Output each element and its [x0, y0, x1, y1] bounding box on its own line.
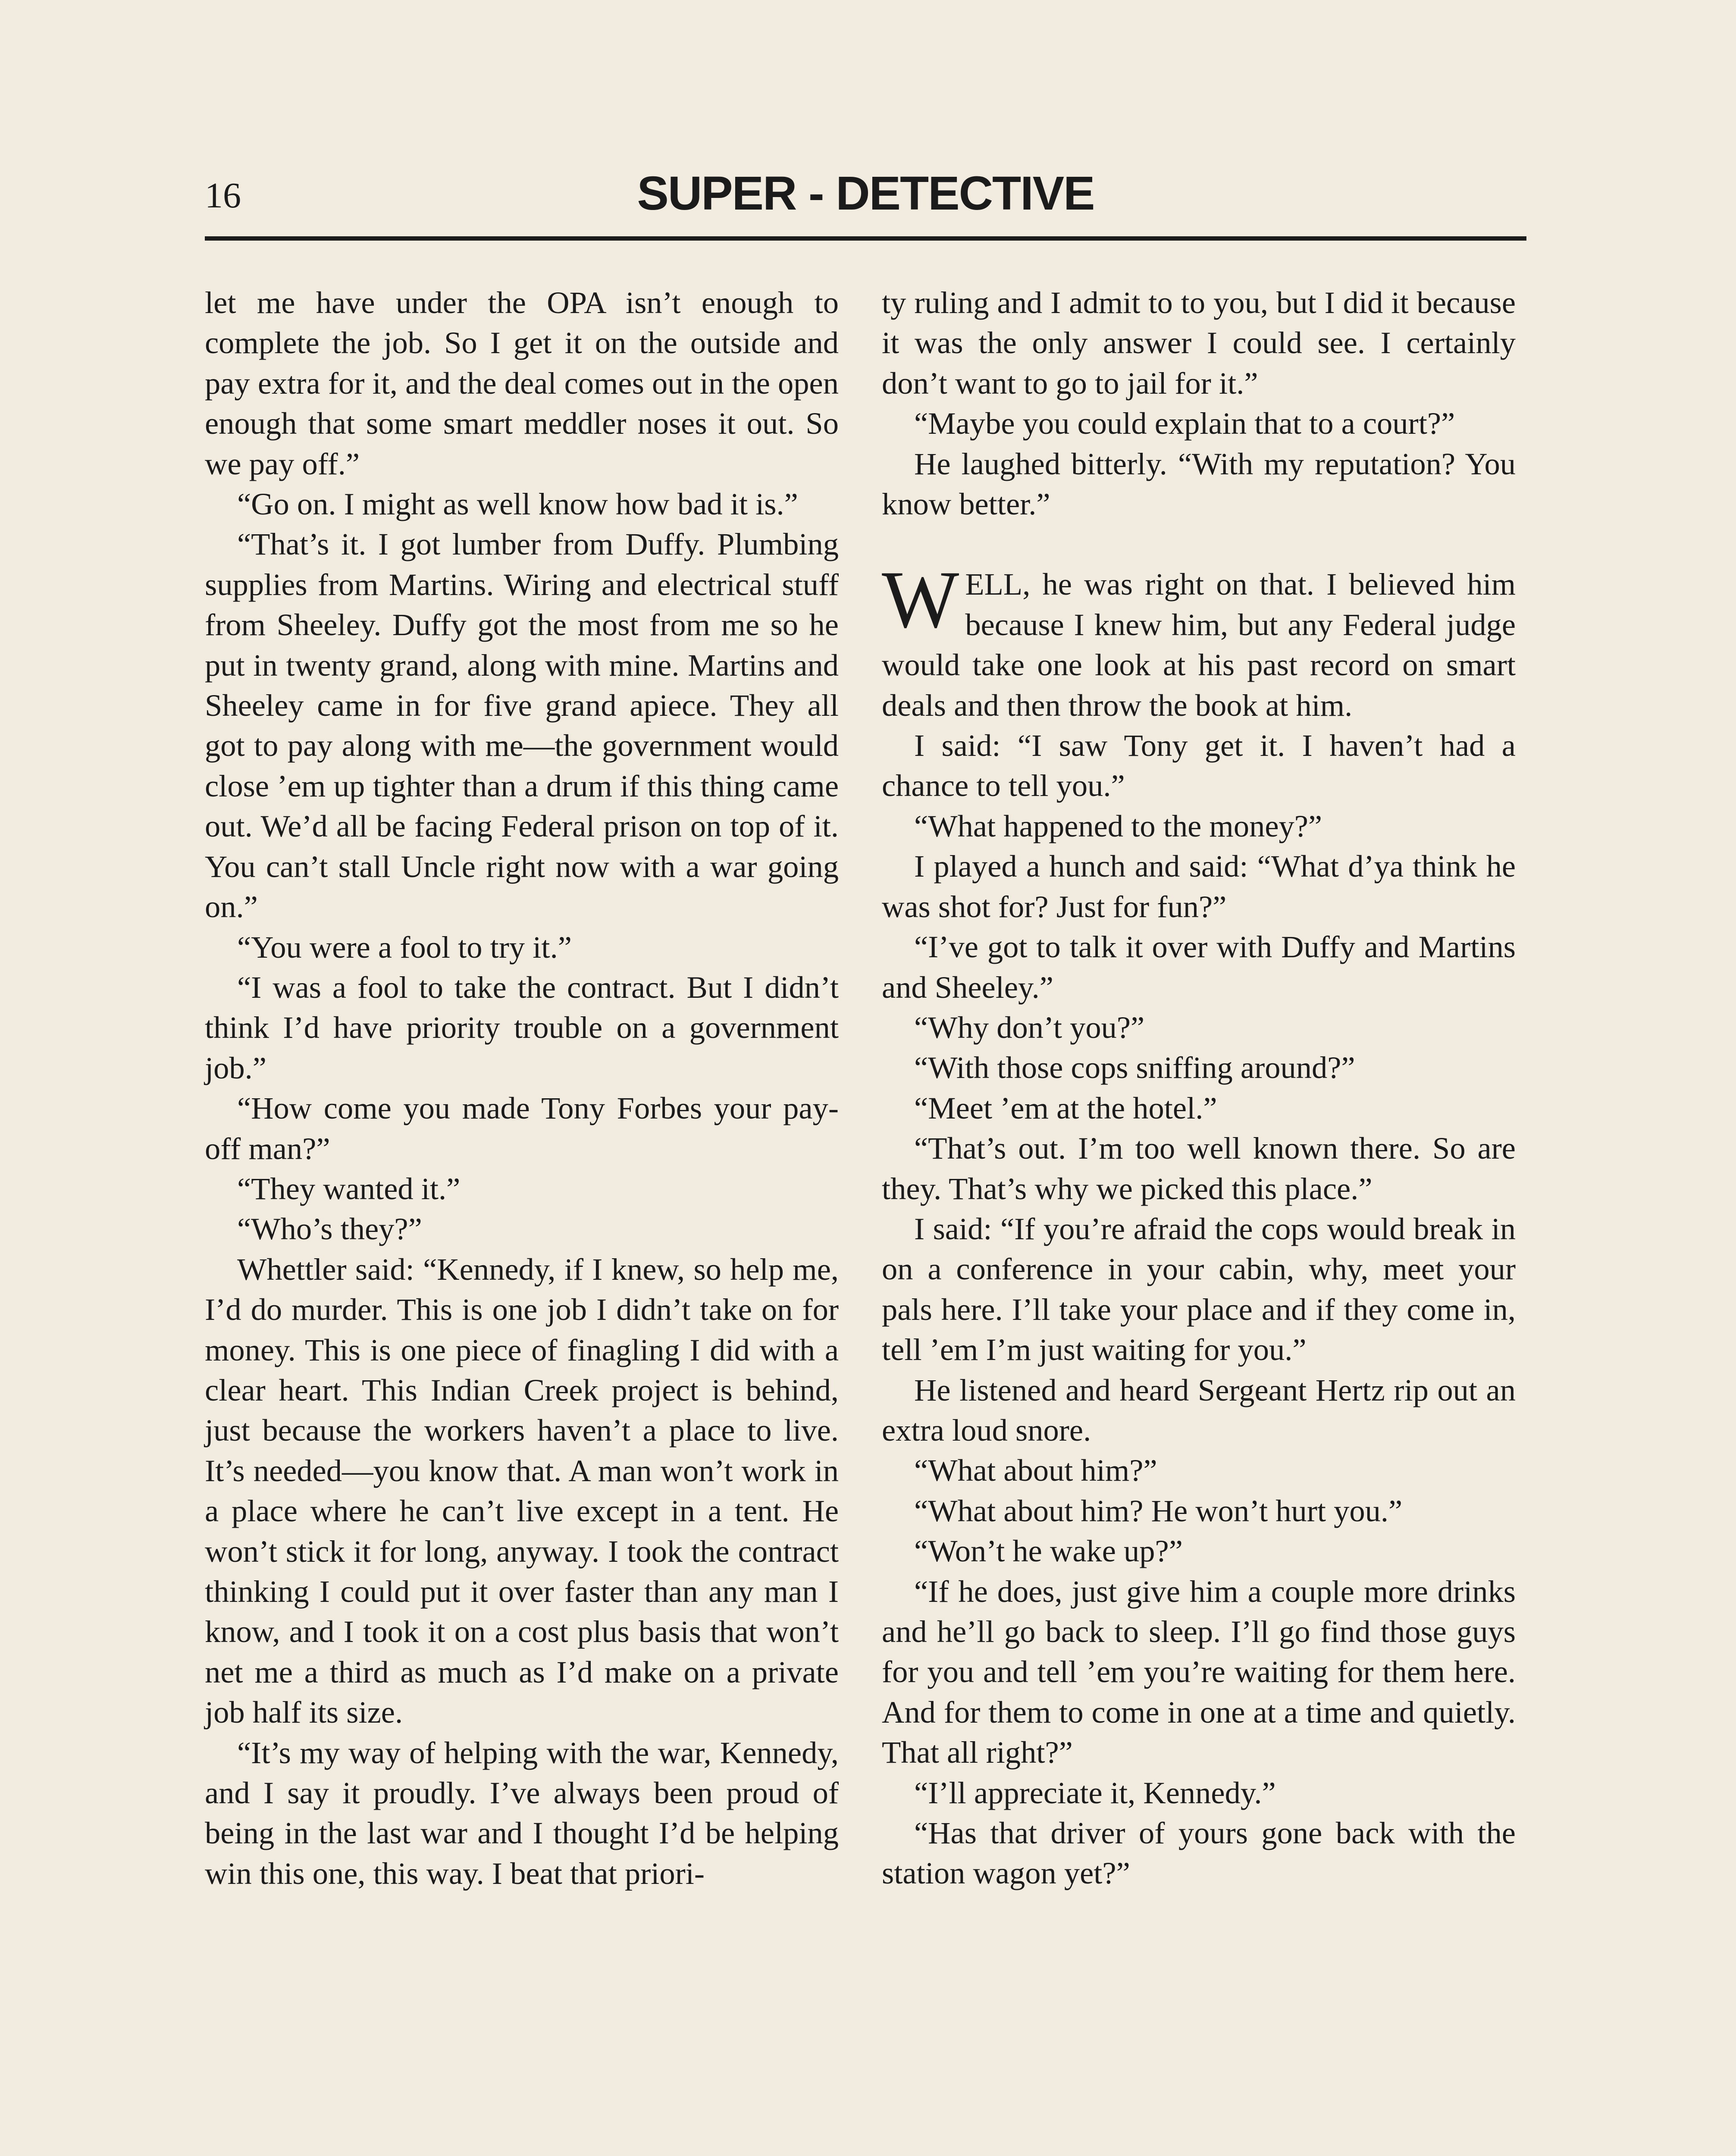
paragraph: “I’ve got to talk it over with Duffy and Martins and Sheeley.”	[882, 929, 1516, 1005]
paragraph: “I was a fool to take the contract. But I didn’t think I’d have priority trouble on a government job.”	[205, 969, 839, 1085]
paragraph: “Has that driver of yours gone back with the station wagon yet?”	[882, 1815, 1516, 1891]
paragraph: ty ruling and I admit to to you, but I did it because it was the only answer I could see. I certainly don’t want to go to jail for it.”	[882, 285, 1516, 401]
paragraph-text: he was right on that. I believed him because I knew him, but any Federal judge would take one look at his past record on smart deals and then throw the book at him.	[882, 567, 1516, 723]
paragraph: “Why don’t you?”	[914, 1009, 1145, 1045]
paragraph: I said: “I saw Tony get it. I haven’t had a chance to tell you.”	[882, 728, 1516, 803]
running-title: SUPER - DETECTIVE	[637, 167, 1094, 220]
small-caps-lead: ELL,	[965, 567, 1031, 602]
paragraph: “If he does, just give him a couple more drinks and he’ll go back to sleep. I’ll go find those guys for you and tell ’em you’re waiting for them here. And for them to come in one at a time and quietly. That all right?”	[882, 1573, 1516, 1770]
paragraph: He laughed bitterly. “With my reputation? You know better.”	[882, 446, 1516, 522]
paragraph: “Go on. I might as well know how bad it is.”	[237, 486, 798, 522]
paragraph: “That’s out. I’m too well known there. So are they. That’s why we picked this place.”	[882, 1131, 1516, 1206]
paragraph: I said: “If you’re afraid the cops would break in on a conference in your cabin, why, meet your pals here. I’ll take your place and if they come in, tell ’em I’m just waiting for you.”	[882, 1211, 1516, 1367]
paragraph: let me have under the OPA isn’t enough to complete the job. So I get it on the outside and pay extra for it, and the deal comes out in the open enough that some smart meddler noses it out. So we pay off.”	[205, 285, 839, 481]
section-opening-paragraph	[882, 555, 1516, 725]
page-number: 16	[205, 175, 241, 216]
page-header	[205, 166, 1526, 237]
paragraph: “What about him? He won’t hurt you.”	[914, 1493, 1403, 1528]
paragraph: “How come you made Tony Forbes your pay-off man?”	[205, 1091, 839, 1166]
paragraph: He listened and heard Sergeant Hertz rip out an extra loud snore.	[882, 1372, 1516, 1448]
paragraph: “It’s my way of helping with the war, Kennedy, and I say it proudly. I’ve always been proud of being in the last war and I thought I’d be helping win this one, this way. I beat that priori-	[205, 1735, 839, 1891]
drop-cap: W	[882, 555, 959, 646]
paragraph: “That’s it. I got lumber from Duffy. Plumbing supplies from Martins. Wiring and electrical stuff from Sheeley. Duffy got the most from me so he put in twenty grand, along with mine. Martins and Sheeley came in for five grand apiece. They all got to pay along with me—the government would close ’em up tighter than a drum if this thing came out. We’d all be facing Federal prison on top of it. You can’t stall Uncle right now with a war going on.”	[205, 526, 839, 924]
left-column	[205, 282, 839, 1893]
paragraph: “With those cops sniffing around?”	[914, 1050, 1355, 1085]
paragraph: “Meet ’em at the hotel.”	[914, 1090, 1217, 1125]
paragraph: “I’ll appreciate it, Kennedy.”	[914, 1775, 1276, 1810]
paragraph: “Won’t he wake up?”	[914, 1533, 1183, 1569]
paragraph: “What happened to the money?”	[914, 808, 1322, 843]
paragraph: I played a hunch and said: “What d’ya think he was shot for? Just for fun?”	[882, 849, 1516, 924]
paragraph: “You were a fool to try it.”	[237, 929, 572, 965]
header-rule	[205, 236, 1526, 241]
paragraph: “Maybe you could explain that to a court?”	[914, 406, 1455, 441]
paragraph: “What about him?”	[914, 1453, 1157, 1488]
paragraph: “Who’s they?”	[237, 1211, 422, 1247]
right-column	[882, 282, 1516, 1893]
paragraph: “They wanted it.”	[237, 1171, 461, 1206]
paragraph: Whettler said: “Kennedy, if I knew, so help me, I’d do murder. This is one job I didn’t take on for money. This is one piece of finagling I did with a clear heart. This Indian Creek project is behind, just because the workers haven’t a place to live. It’s needed—you know that. A man won’t work in a place where he can’t live except in a tent. He won’t stick it for long, anyway. I took the contract thinking I could put it over faster than any man I know, and I took it on a cost plus basis that won’t net me a third as much as I’d make on a private job half its size.	[205, 1251, 839, 1730]
